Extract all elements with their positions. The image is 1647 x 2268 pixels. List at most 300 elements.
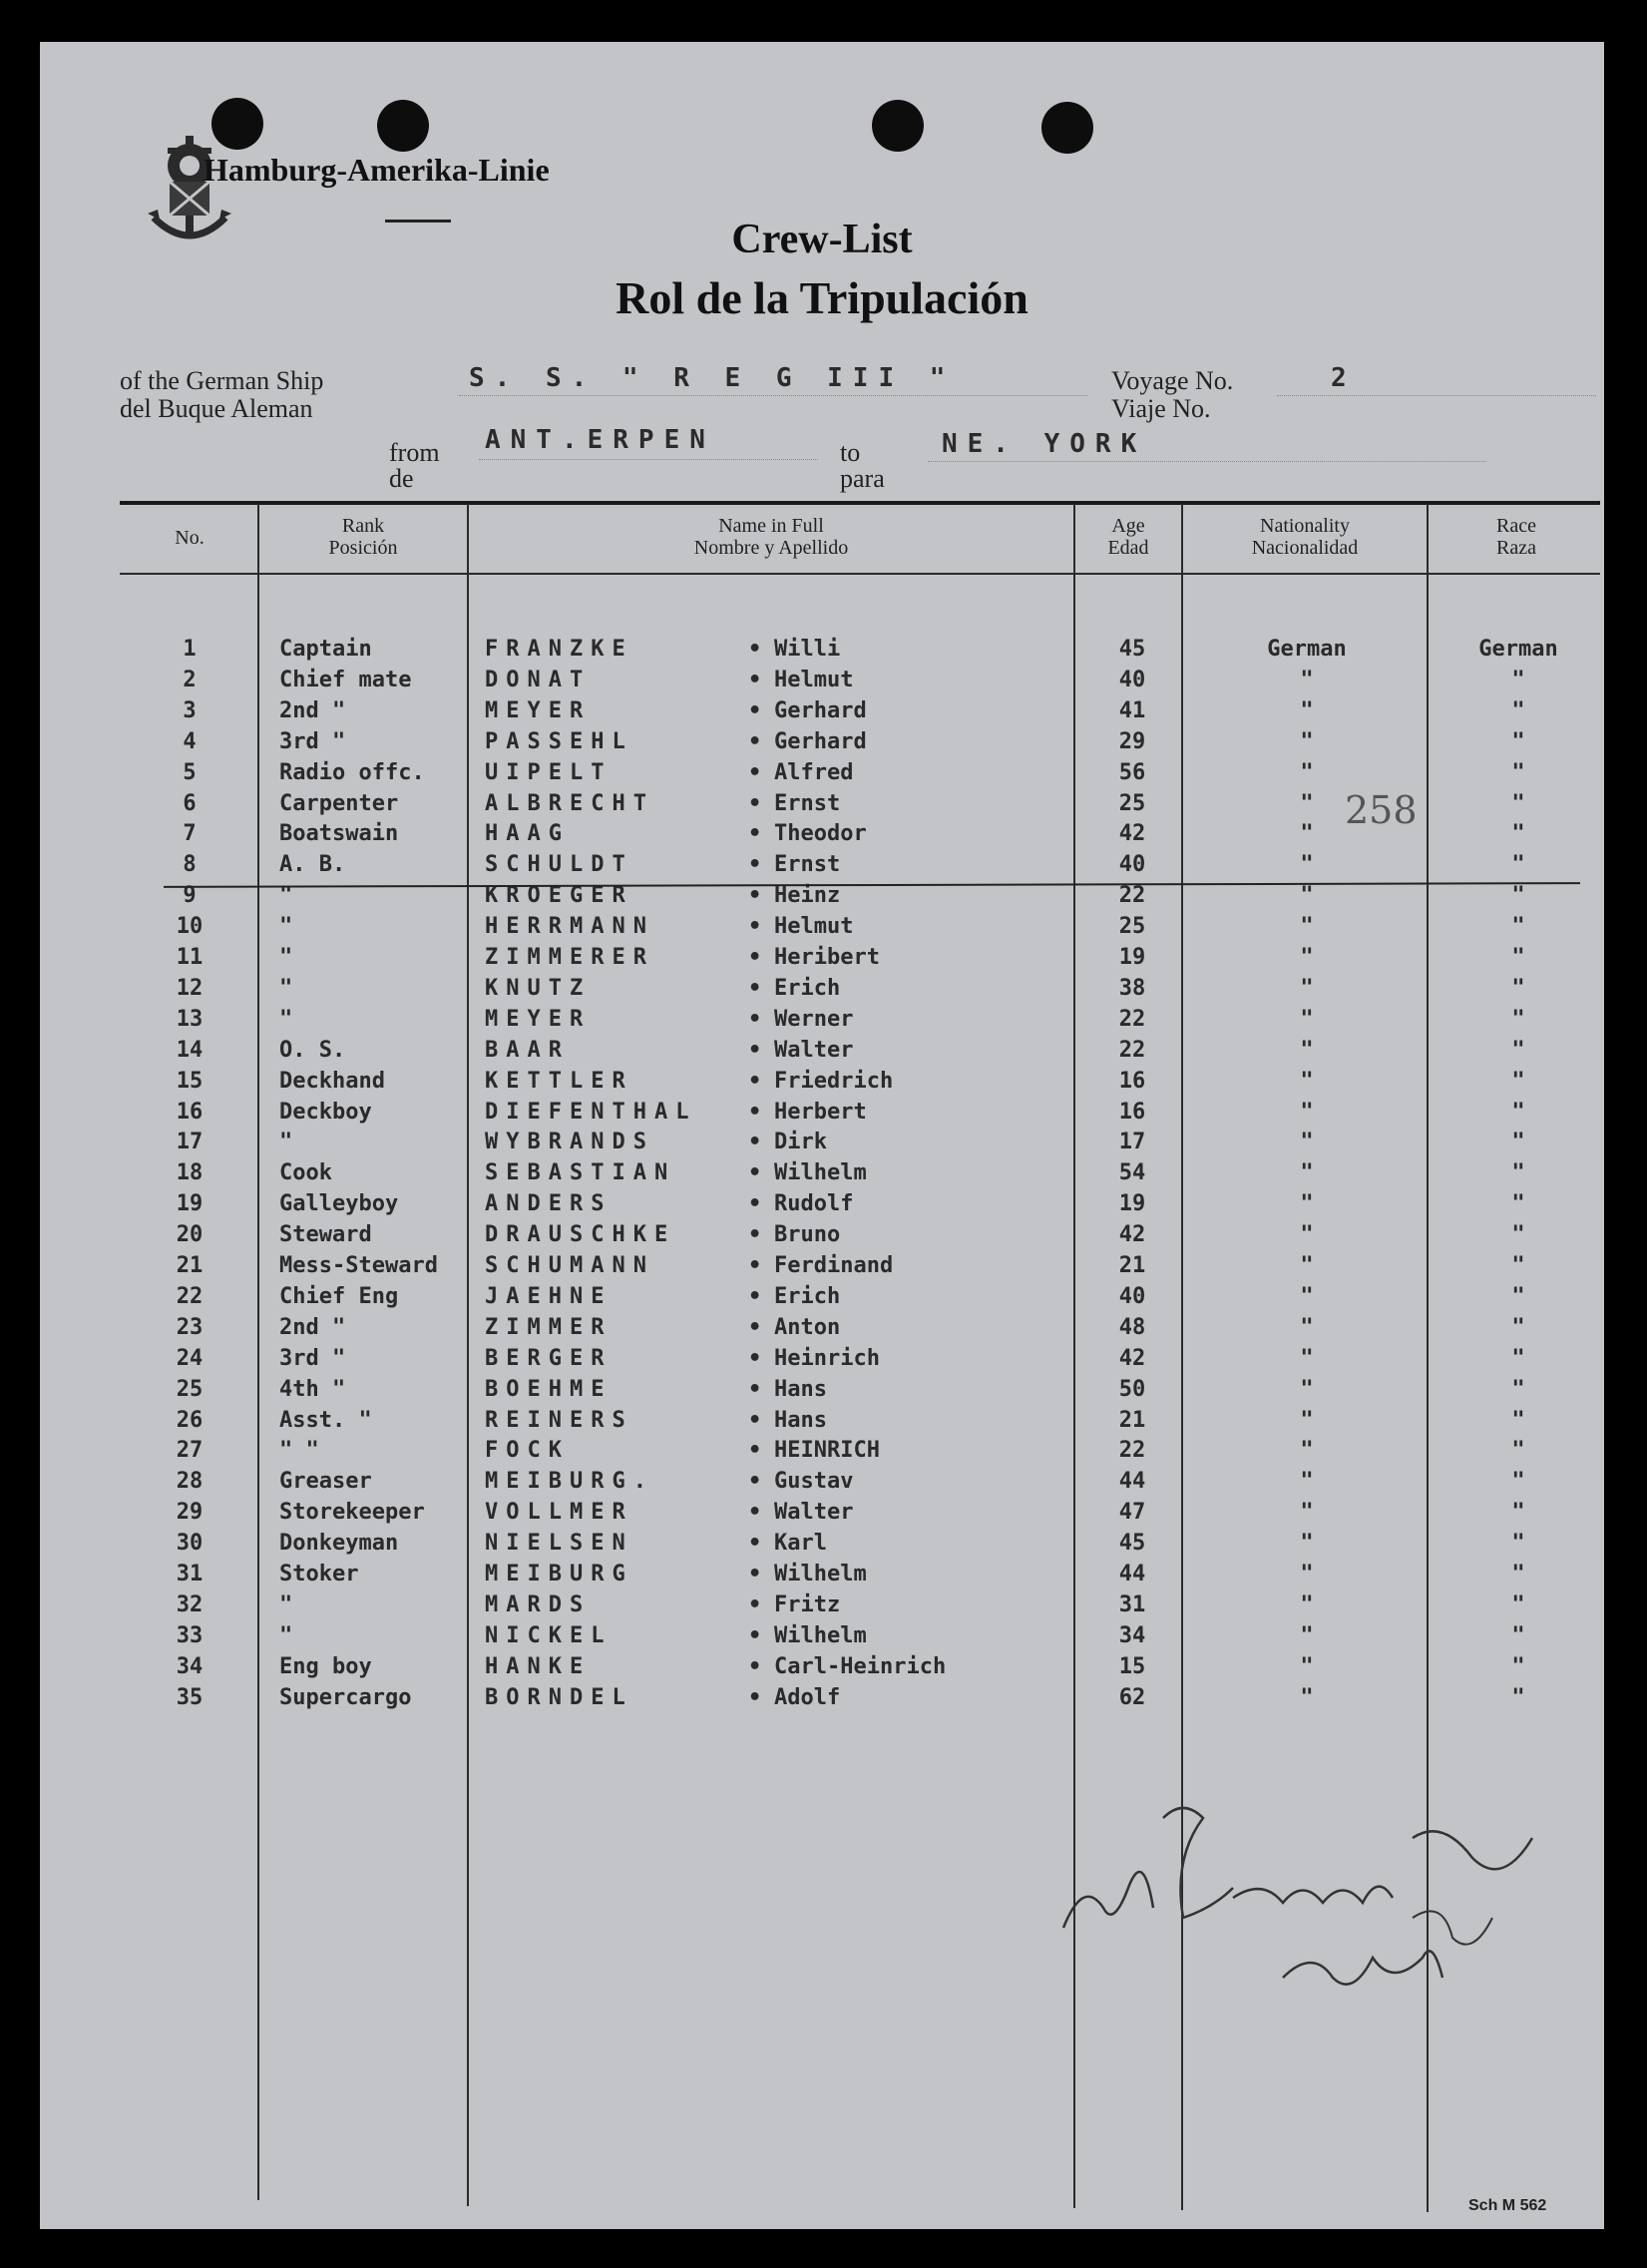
nationality-cell: " bbox=[1300, 1099, 1314, 1125]
header-race bbox=[1429, 515, 1604, 559]
age-cell: 25 bbox=[1118, 914, 1146, 940]
surname-cell: MEYER bbox=[485, 1006, 592, 1032]
race-cell: " bbox=[1511, 1006, 1525, 1032]
from-port: ANT.ERPEN bbox=[485, 425, 715, 455]
surname-cell: JAEHNE bbox=[485, 1283, 613, 1309]
name-separator-cell: • bbox=[748, 1006, 762, 1032]
voyage-label-en: Voyage No. bbox=[1111, 366, 1234, 395]
row-number-cell: 20 bbox=[176, 1222, 204, 1248]
surname-cell: PASSEHL bbox=[485, 728, 633, 754]
surname-cell: SCHULDT bbox=[485, 852, 633, 878]
race-cell: " bbox=[1511, 1469, 1525, 1495]
row-number-cell: 7 bbox=[183, 821, 197, 847]
rank-cell: 3rd " bbox=[279, 1345, 346, 1371]
first-name-cell: Adolf bbox=[774, 1684, 841, 1710]
first-name-cell: Fritz bbox=[774, 1591, 841, 1617]
nationality-cell: " bbox=[1300, 790, 1314, 816]
race-cell: " bbox=[1511, 1068, 1525, 1094]
race-cell: " bbox=[1511, 1407, 1525, 1433]
row-number-cell: 18 bbox=[176, 1160, 204, 1186]
surname-cell: KETTLER bbox=[485, 1068, 633, 1094]
header-rank-en: Rank bbox=[341, 515, 385, 537]
ship-label-es: del Buque Aleman bbox=[120, 394, 313, 423]
first-name-cell: Dirk bbox=[774, 1130, 827, 1155]
rank-cell: " bbox=[279, 1591, 293, 1617]
table-row bbox=[40, 1562, 1604, 1591]
rank-cell: Mess-Steward bbox=[279, 1253, 438, 1278]
name-separator-cell: • bbox=[748, 1222, 762, 1248]
row-number-cell: 27 bbox=[176, 1438, 204, 1464]
race-cell: " bbox=[1511, 1653, 1525, 1679]
rank-cell: Cook bbox=[279, 1160, 332, 1186]
age-cell: 31 bbox=[1118, 1591, 1146, 1617]
first-name-cell: Hans bbox=[774, 1407, 827, 1433]
punch-hole bbox=[1041, 102, 1093, 154]
row-number-cell: 32 bbox=[176, 1591, 204, 1617]
age-cell: 22 bbox=[1118, 1037, 1146, 1063]
table-row bbox=[40, 1315, 1604, 1345]
surname-cell: HAAG bbox=[485, 821, 570, 847]
race-cell: " bbox=[1511, 1500, 1525, 1526]
row-number-cell: 13 bbox=[176, 1006, 204, 1032]
age-cell: 48 bbox=[1118, 1314, 1146, 1340]
age-cell: 29 bbox=[1118, 728, 1146, 754]
rank-cell: Captain bbox=[279, 637, 372, 662]
surname-cell: HERRMANN bbox=[485, 914, 654, 940]
name-separator-cell: • bbox=[748, 1562, 762, 1587]
row-number-cell: 16 bbox=[176, 1099, 204, 1125]
race-cell: " bbox=[1511, 883, 1525, 909]
surname-cell: WYBRANDS bbox=[485, 1130, 654, 1155]
rank-cell: 4th " bbox=[279, 1376, 346, 1402]
age-cell: 17 bbox=[1118, 1130, 1146, 1155]
rank-cell: 2nd " bbox=[279, 697, 346, 723]
header-race-es: Raza bbox=[1496, 537, 1536, 559]
nationality-cell: " bbox=[1300, 883, 1314, 909]
table-row bbox=[40, 1685, 1604, 1715]
first-name-cell: Helmut bbox=[774, 667, 854, 692]
age-cell: 44 bbox=[1118, 1562, 1146, 1587]
nationality-cell: " bbox=[1300, 1500, 1314, 1526]
header-age bbox=[1075, 515, 1181, 559]
rank-cell: " bbox=[279, 1006, 293, 1032]
first-name-cell: Wilhelm bbox=[774, 1160, 867, 1186]
surname-cell: DONAT bbox=[485, 667, 592, 692]
rank-cell: Chief Eng bbox=[279, 1283, 399, 1309]
nationality-cell: " bbox=[1300, 1438, 1314, 1464]
nationality-cell: " bbox=[1300, 1591, 1314, 1617]
surname-cell: DIEFENTHAL bbox=[485, 1099, 697, 1125]
row-number-cell: 19 bbox=[176, 1191, 204, 1217]
age-cell: 40 bbox=[1118, 667, 1146, 692]
age-cell: 41 bbox=[1118, 697, 1146, 723]
name-separator-cell: • bbox=[748, 1500, 762, 1526]
row-number-cell: 29 bbox=[176, 1500, 204, 1526]
nationality-cell: " bbox=[1300, 1531, 1314, 1557]
race-cell: " bbox=[1511, 1622, 1525, 1648]
rank-cell: 2nd " bbox=[279, 1314, 346, 1340]
age-cell: 19 bbox=[1118, 1191, 1146, 1217]
race-cell: " bbox=[1511, 945, 1525, 970]
rank-cell: " bbox=[279, 883, 293, 909]
race-cell: " bbox=[1511, 1531, 1525, 1557]
header-no: No. bbox=[175, 527, 205, 549]
from-label-en: from bbox=[389, 438, 440, 467]
table-row bbox=[40, 1222, 1604, 1252]
row-number-cell: 34 bbox=[176, 1653, 204, 1679]
row-number-cell: 15 bbox=[176, 1068, 204, 1094]
name-separator-cell: • bbox=[748, 790, 762, 816]
first-name-cell: Anton bbox=[774, 1314, 841, 1340]
rank-cell: Supercargo bbox=[279, 1684, 412, 1710]
table-row bbox=[40, 883, 1604, 913]
race-cell: " bbox=[1511, 1591, 1525, 1617]
row-number-cell: 33 bbox=[176, 1622, 204, 1648]
row-number-cell: 35 bbox=[176, 1684, 204, 1710]
nationality-cell: " bbox=[1300, 1283, 1314, 1309]
first-name-cell: Heribert bbox=[774, 945, 880, 970]
nationality-cell: " bbox=[1300, 1684, 1314, 1710]
table-row bbox=[40, 1284, 1604, 1314]
age-cell: 47 bbox=[1118, 1500, 1146, 1526]
age-cell: 42 bbox=[1118, 1345, 1146, 1371]
table-row bbox=[40, 1500, 1604, 1530]
table-row bbox=[40, 637, 1604, 667]
first-name-cell: HEINRICH bbox=[774, 1438, 880, 1464]
race-cell: " bbox=[1511, 852, 1525, 878]
rank-cell: Eng boy bbox=[279, 1653, 372, 1679]
surname-cell: MEIBURG. bbox=[485, 1469, 654, 1495]
race-cell: " bbox=[1511, 1191, 1525, 1217]
age-cell: 34 bbox=[1118, 1622, 1146, 1648]
first-name-cell: Heinz bbox=[774, 883, 841, 909]
name-separator-cell: • bbox=[748, 1253, 762, 1278]
age-cell: 45 bbox=[1118, 637, 1146, 662]
age-cell: 16 bbox=[1118, 1068, 1146, 1094]
name-separator-cell: • bbox=[748, 1037, 762, 1063]
table-row bbox=[40, 1130, 1604, 1159]
race-cell: " bbox=[1511, 790, 1525, 816]
nationality-cell: " bbox=[1300, 1407, 1314, 1433]
table-row bbox=[40, 852, 1604, 882]
table-row bbox=[40, 668, 1604, 697]
age-cell: 16 bbox=[1118, 1099, 1146, 1125]
ship-name-line bbox=[459, 395, 1087, 396]
table-row bbox=[40, 1623, 1604, 1653]
surname-cell: MEIBURG bbox=[485, 1562, 633, 1587]
nationality-cell: " bbox=[1300, 1191, 1314, 1217]
first-name-cell: Wilhelm bbox=[774, 1622, 867, 1648]
nationality-cell: " bbox=[1300, 1222, 1314, 1248]
first-name-cell: Ernst bbox=[774, 790, 841, 816]
age-cell: 45 bbox=[1118, 1531, 1146, 1557]
first-name-cell: Walter bbox=[774, 1037, 854, 1063]
nationality-cell: " bbox=[1300, 914, 1314, 940]
race-cell: " bbox=[1511, 697, 1525, 723]
header-age-es: Edad bbox=[1107, 537, 1149, 559]
surname-cell: BAAR bbox=[485, 1037, 570, 1063]
row-number-cell: 17 bbox=[176, 1130, 204, 1155]
rank-cell: " bbox=[279, 975, 293, 1001]
header-rank bbox=[259, 515, 467, 559]
row-number-cell: 4 bbox=[183, 728, 197, 754]
rank-cell: Galleyboy bbox=[279, 1191, 399, 1217]
name-separator-cell: • bbox=[748, 883, 762, 909]
name-separator-cell: • bbox=[748, 1622, 762, 1648]
name-separator-cell: • bbox=[748, 1684, 762, 1710]
name-separator-cell: • bbox=[748, 975, 762, 1001]
age-cell: 62 bbox=[1118, 1684, 1146, 1710]
age-cell: 38 bbox=[1118, 975, 1146, 1001]
header-nationality-en: Nationality bbox=[1260, 515, 1350, 537]
row-number-cell: 1 bbox=[183, 637, 197, 662]
first-name-cell: Carl-Heinrich bbox=[774, 1653, 947, 1679]
row-number-cell: 10 bbox=[176, 914, 204, 940]
name-separator-cell: • bbox=[748, 1438, 762, 1464]
age-cell: 54 bbox=[1118, 1160, 1146, 1186]
ship-name: S. S. " R E G III " bbox=[469, 363, 956, 393]
table-row bbox=[40, 1346, 1604, 1376]
first-name-cell: Hans bbox=[774, 1376, 827, 1402]
rank-cell: Boatswain bbox=[279, 821, 399, 847]
row-number-cell: 6 bbox=[183, 790, 197, 816]
surname-cell: REINERS bbox=[485, 1407, 633, 1433]
age-cell: 40 bbox=[1118, 852, 1146, 878]
surname-cell: UIPELT bbox=[485, 759, 613, 785]
table-row bbox=[40, 1469, 1604, 1499]
surname-cell: HANKE bbox=[485, 1653, 592, 1679]
table-row bbox=[40, 945, 1604, 975]
table-top-rule bbox=[120, 501, 1600, 505]
race-cell: " bbox=[1511, 1222, 1525, 1248]
title-rol-tripulacion: Rol de la Tripulación bbox=[616, 272, 1029, 323]
race-cell: " bbox=[1511, 1283, 1525, 1309]
punch-hole bbox=[377, 100, 429, 152]
name-separator-cell: • bbox=[748, 1068, 762, 1094]
table-row bbox=[40, 1592, 1604, 1622]
voyage-label-es: Viaje No. bbox=[1111, 394, 1211, 423]
surname-cell: ZIMMERER bbox=[485, 945, 654, 970]
race-cell: " bbox=[1511, 1160, 1525, 1186]
header-nationality-es: Nacionalidad bbox=[1251, 537, 1359, 559]
race-cell: " bbox=[1511, 1345, 1525, 1371]
table-row bbox=[40, 1438, 1604, 1468]
nationality-cell: German bbox=[1267, 637, 1347, 662]
age-cell: 40 bbox=[1118, 1283, 1146, 1309]
age-cell: 19 bbox=[1118, 945, 1146, 970]
age-cell: 22 bbox=[1118, 883, 1146, 909]
race-cell: " bbox=[1511, 1314, 1525, 1340]
age-cell: 42 bbox=[1118, 1222, 1146, 1248]
crew-list-document bbox=[40, 42, 1604, 2229]
row-number-cell: 21 bbox=[176, 1253, 204, 1278]
race-cell: " bbox=[1511, 1130, 1525, 1155]
form-code: Sch M 562 bbox=[1468, 2197, 1547, 2214]
rank-cell: " bbox=[279, 1130, 293, 1155]
rank-cell: Storekeeper bbox=[279, 1500, 425, 1526]
surname-cell: SEBASTIAN bbox=[485, 1160, 676, 1186]
race-cell: " bbox=[1511, 667, 1525, 692]
row-number-cell: 31 bbox=[176, 1562, 204, 1587]
company-name: Hamburg-Amerika-Linie bbox=[204, 152, 550, 188]
race-cell: " bbox=[1511, 759, 1525, 785]
row-number-cell: 9 bbox=[183, 883, 197, 909]
first-name-cell: Erich bbox=[774, 975, 841, 1001]
race-cell: " bbox=[1511, 1562, 1525, 1587]
name-separator-cell: • bbox=[748, 1314, 762, 1340]
race-cell: " bbox=[1511, 914, 1525, 940]
to-line bbox=[928, 461, 1486, 462]
first-name-cell: Karl bbox=[774, 1531, 827, 1557]
first-name-cell: Ferdinand bbox=[774, 1253, 894, 1278]
nationality-cell: " bbox=[1300, 1562, 1314, 1587]
name-separator-cell: • bbox=[748, 1099, 762, 1125]
name-separator-cell: • bbox=[748, 1283, 762, 1309]
race-cell: " bbox=[1511, 1099, 1525, 1125]
nationality-cell: " bbox=[1300, 1130, 1314, 1155]
row-number-cell: 23 bbox=[176, 1314, 204, 1340]
row-number-cell: 8 bbox=[183, 852, 197, 878]
first-name-cell: Willi bbox=[774, 637, 841, 662]
surname-cell: FRANZKE bbox=[485, 637, 633, 662]
nationality-cell: " bbox=[1300, 667, 1314, 692]
voyage-number: 2 bbox=[1331, 363, 1357, 393]
nationality-cell: " bbox=[1300, 1376, 1314, 1402]
name-separator-cell: • bbox=[748, 1345, 762, 1371]
rank-cell: Chief mate bbox=[279, 667, 412, 692]
rank-cell: Donkeyman bbox=[279, 1531, 399, 1557]
age-cell: 25 bbox=[1118, 790, 1146, 816]
table-row bbox=[40, 1038, 1604, 1068]
race-cell: " bbox=[1511, 1684, 1525, 1710]
race-cell: " bbox=[1511, 1253, 1525, 1278]
first-name-cell: Heinrich bbox=[774, 1345, 880, 1371]
table-row bbox=[40, 1377, 1604, 1407]
age-cell: 21 bbox=[1118, 1253, 1146, 1278]
first-name-cell: Theodor bbox=[774, 821, 867, 847]
name-separator-cell: • bbox=[748, 945, 762, 970]
rank-cell: Asst. " bbox=[279, 1407, 372, 1433]
race-cell: " bbox=[1511, 728, 1525, 754]
name-separator-cell: • bbox=[748, 697, 762, 723]
name-separator-cell: • bbox=[748, 667, 762, 692]
name-separator-cell: • bbox=[748, 1653, 762, 1679]
name-separator-cell: • bbox=[748, 1407, 762, 1433]
table-row bbox=[40, 1191, 1604, 1221]
surname-cell: MARDS bbox=[485, 1591, 592, 1617]
surname-cell: BORNDEL bbox=[485, 1684, 633, 1710]
name-separator-cell: • bbox=[748, 1531, 762, 1557]
table-row bbox=[40, 1100, 1604, 1130]
rank-cell: Deckhand bbox=[279, 1068, 385, 1094]
surname-cell: NIELSEN bbox=[485, 1531, 633, 1557]
first-name-cell: Gustav bbox=[774, 1469, 854, 1495]
table-row bbox=[40, 1654, 1604, 1684]
nationality-cell: " bbox=[1300, 728, 1314, 754]
header-nationality bbox=[1183, 515, 1427, 559]
nationality-cell: " bbox=[1300, 1160, 1314, 1186]
rank-cell: " bbox=[279, 1622, 293, 1648]
race-cell: " bbox=[1511, 1037, 1525, 1063]
surname-cell: BOEHME bbox=[485, 1376, 613, 1402]
first-name-cell: Werner bbox=[774, 1006, 854, 1032]
header-name bbox=[469, 515, 1073, 559]
nationality-cell: " bbox=[1300, 759, 1314, 785]
name-separator-cell: • bbox=[748, 1591, 762, 1617]
table-row bbox=[40, 1007, 1604, 1037]
rank-cell: " bbox=[279, 914, 293, 940]
nationality-cell: " bbox=[1300, 1653, 1314, 1679]
name-separator-cell: • bbox=[748, 1376, 762, 1402]
table-row bbox=[40, 1069, 1604, 1099]
row-number-cell: 5 bbox=[183, 759, 197, 785]
race-cell: " bbox=[1511, 1376, 1525, 1402]
nationality-cell: " bbox=[1300, 975, 1314, 1001]
surname-cell: NICKEL bbox=[485, 1622, 613, 1648]
age-cell: 15 bbox=[1118, 1653, 1146, 1679]
age-cell: 21 bbox=[1118, 1407, 1146, 1433]
table-header-rule bbox=[120, 573, 1600, 575]
name-separator-cell: • bbox=[748, 821, 762, 847]
nationality-cell: " bbox=[1300, 945, 1314, 970]
nationality-cell: " bbox=[1300, 697, 1314, 723]
row-number-cell: 25 bbox=[176, 1376, 204, 1402]
title-crew-list: Crew-List bbox=[731, 217, 913, 262]
table-row bbox=[40, 1160, 1604, 1190]
handwritten-number: 258 bbox=[1345, 788, 1418, 832]
surname-cell: KNUTZ bbox=[485, 975, 592, 1001]
nationality-cell: " bbox=[1300, 1314, 1314, 1340]
rank-cell: Deckboy bbox=[279, 1099, 372, 1125]
surname-cell: MEYER bbox=[485, 697, 592, 723]
nationality-cell: " bbox=[1300, 1068, 1314, 1094]
row-number-cell: 2 bbox=[183, 667, 197, 692]
name-separator-cell: • bbox=[748, 1160, 762, 1186]
first-name-cell: Rudolf bbox=[774, 1191, 854, 1217]
row-number-cell: 28 bbox=[176, 1469, 204, 1495]
row-number-cell: 30 bbox=[176, 1531, 204, 1557]
row-number-cell: 3 bbox=[183, 697, 197, 723]
first-name-cell: Wilhelm bbox=[774, 1562, 867, 1587]
surname-cell: BERGER bbox=[485, 1345, 613, 1371]
row-number-cell: 22 bbox=[176, 1283, 204, 1309]
voyage-line bbox=[1277, 395, 1596, 396]
rank-cell: " bbox=[279, 945, 293, 970]
rank-cell: Steward bbox=[279, 1222, 372, 1248]
surname-cell: VOLLMER bbox=[485, 1500, 633, 1526]
surname-cell: KROEGER bbox=[485, 883, 633, 909]
surname-cell: ALBRECHT bbox=[485, 790, 654, 816]
first-name-cell: Bruno bbox=[774, 1222, 841, 1248]
rank-cell: O. S. bbox=[279, 1037, 346, 1063]
nationality-cell: " bbox=[1300, 1037, 1314, 1063]
name-separator-cell: • bbox=[748, 852, 762, 878]
race-cell: " bbox=[1511, 1438, 1525, 1464]
row-number-cell: 12 bbox=[176, 975, 204, 1001]
first-name-cell: Ernst bbox=[774, 852, 841, 878]
race-cell: " bbox=[1511, 975, 1525, 1001]
table-row bbox=[40, 1531, 1604, 1561]
rank-cell: Greaser bbox=[279, 1469, 372, 1495]
rank-cell: " " bbox=[279, 1438, 319, 1464]
name-separator-cell: • bbox=[748, 759, 762, 785]
first-name-cell: Alfred bbox=[774, 759, 854, 785]
table-row bbox=[40, 914, 1604, 944]
nationality-cell: " bbox=[1300, 1253, 1314, 1278]
header-race-en: Race bbox=[1496, 515, 1536, 537]
nationality-cell: " bbox=[1300, 1006, 1314, 1032]
age-cell: 22 bbox=[1118, 1006, 1146, 1032]
